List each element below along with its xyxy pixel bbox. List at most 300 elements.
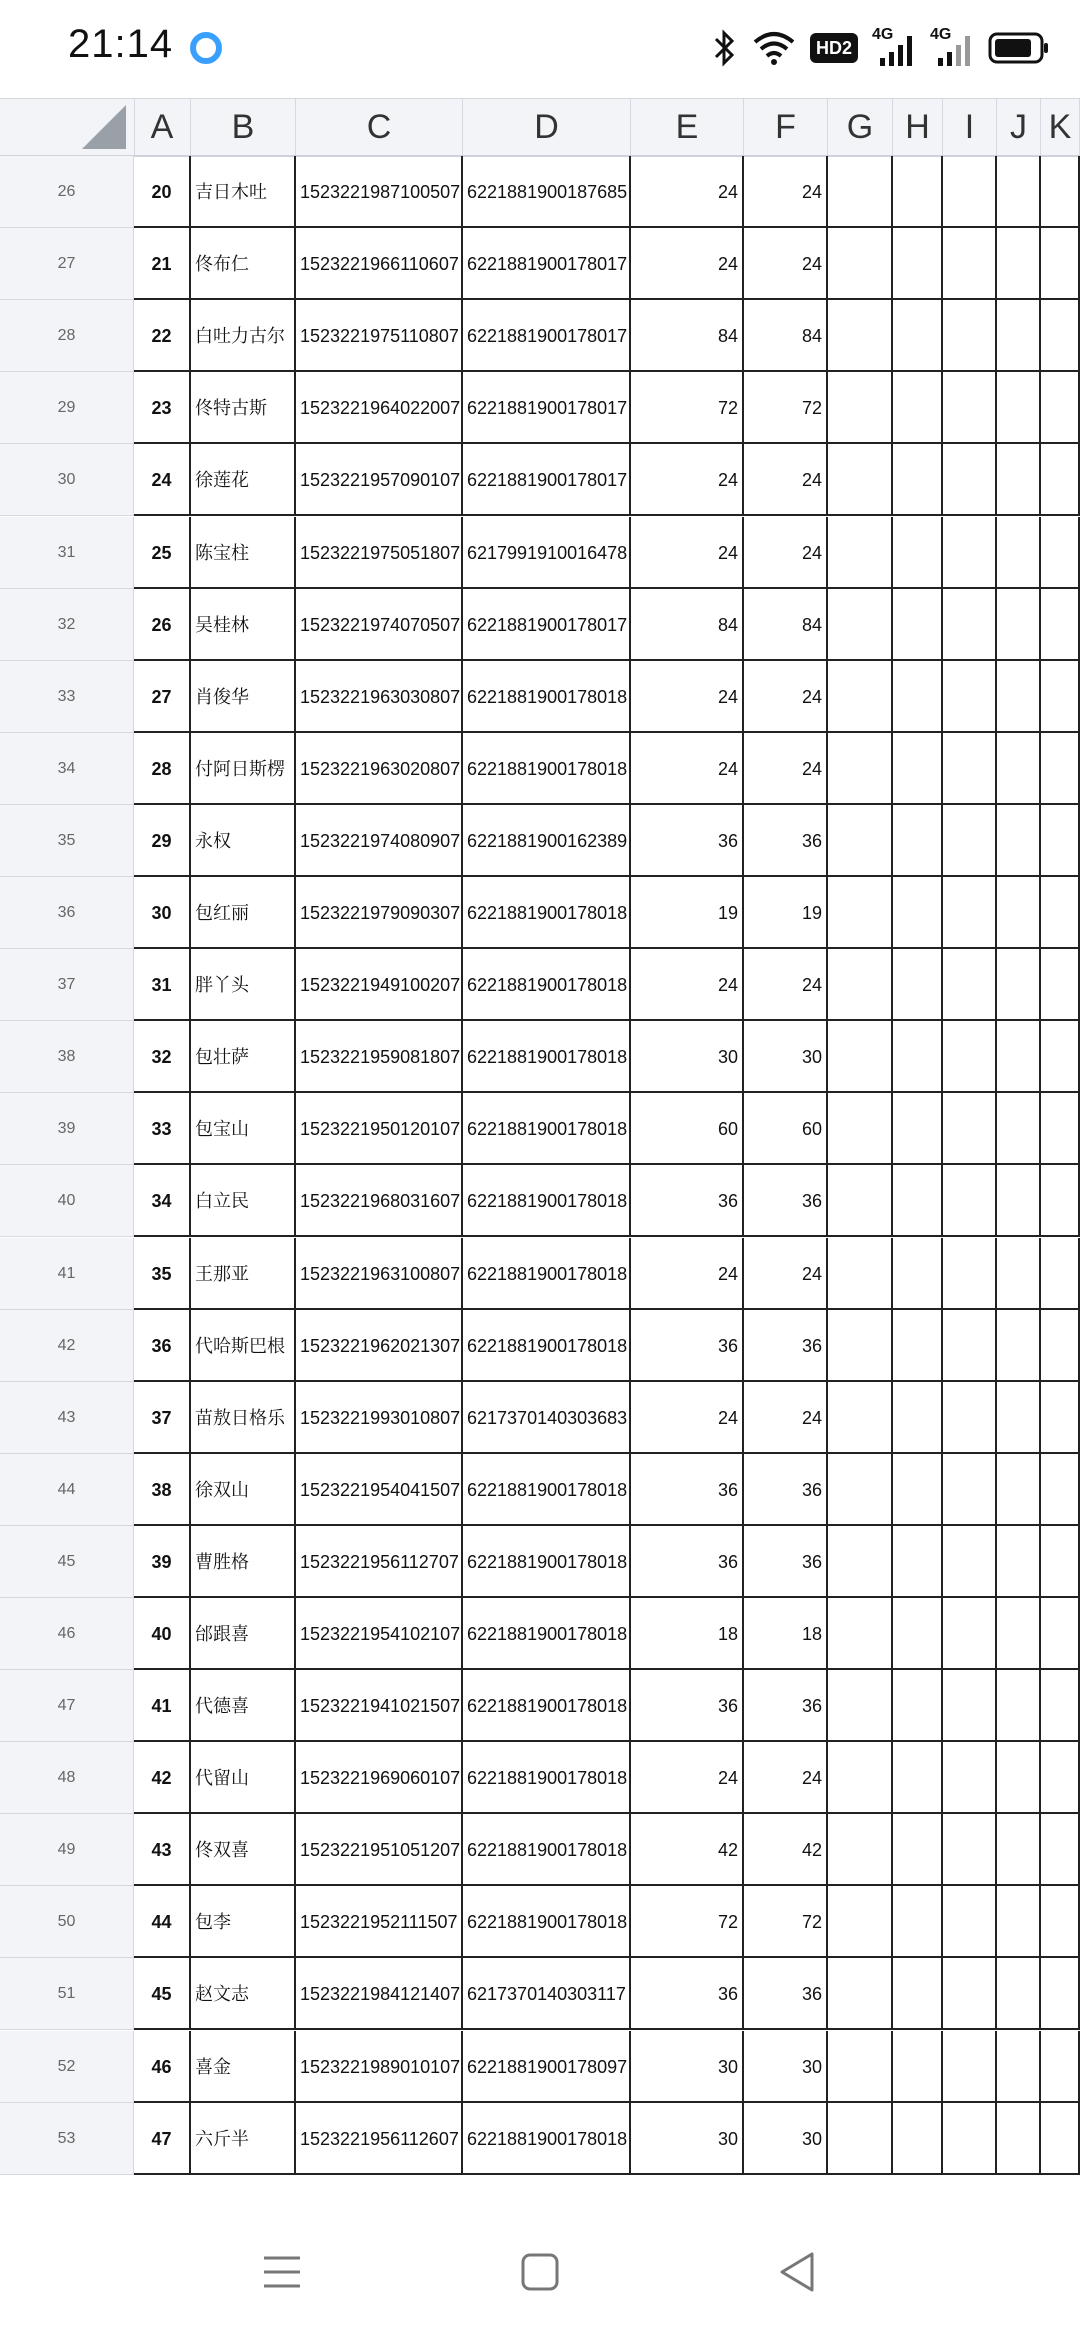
row-number[interactable]: 35 [0,805,134,877]
cell-empty-i[interactable] [943,1165,997,1237]
cell-empty-h[interactable] [893,1165,943,1237]
cell-empty-h[interactable] [893,156,943,228]
cell-empty-h[interactable] [893,1310,943,1382]
cell-empty-g[interactable] [828,444,893,516]
cell-empty-i[interactable] [943,877,997,949]
cell-amount-f[interactable]: 72 [744,372,828,444]
cell-empty-k[interactable] [1041,2031,1080,2103]
cell-empty-g[interactable] [828,2031,893,2103]
cell-amount-f[interactable]: 36 [744,805,828,877]
column-header-e[interactable]: E [631,99,744,155]
cell-id-number[interactable]: 1523221950120107 [296,1093,463,1165]
cell-id-number[interactable]: 1523221987100507 [296,156,463,228]
cell-amount-f[interactable]: 24 [744,517,828,589]
cell-empty-h[interactable] [893,877,943,949]
cell-amount-e[interactable]: 24 [631,1238,744,1310]
cell-empty-h[interactable] [893,228,943,300]
row-number[interactable]: 50 [0,1886,134,1958]
cell-name[interactable]: 佟布仁 [191,228,296,300]
cell-empty-j[interactable] [997,589,1041,661]
row-number[interactable]: 40 [0,1165,134,1237]
cell-empty-i[interactable] [943,949,997,1021]
cell-bank-account[interactable]: 6221881900187685 [463,156,631,228]
cell-amount-f[interactable]: 24 [744,1742,828,1814]
cell-name[interactable]: 代留山 [191,1742,296,1814]
cell-amount-f[interactable]: 36 [744,1526,828,1598]
cell-amount-f[interactable]: 24 [744,1238,828,1310]
cell-bank-account[interactable]: 6221881900178018 [463,1165,631,1237]
cell-amount-f[interactable]: 36 [744,1454,828,1526]
cell-empty-j[interactable] [997,372,1041,444]
cell-amount-f[interactable]: 36 [744,1958,828,2030]
cell-bank-account[interactable]: 6221881900178018 [463,1598,631,1670]
cell-empty-g[interactable] [828,1886,893,1958]
cell-empty-k[interactable] [1041,1958,1080,2030]
cell-name[interactable]: 徐双山 [191,1454,296,1526]
row-number[interactable]: 51 [0,1958,134,2030]
cell-empty-g[interactable] [828,1670,893,1742]
cell-amount-e[interactable]: 36 [631,1958,744,2030]
row-number[interactable]: 39 [0,1093,134,1165]
cell-id-number[interactable]: 1523221979090307 [296,877,463,949]
cell-empty-h[interactable] [893,372,943,444]
cell-empty-g[interactable] [828,661,893,733]
cell-amount-e[interactable]: 24 [631,444,744,516]
cell-empty-g[interactable] [828,877,893,949]
cell-bank-account[interactable]: 6221881900178018 [463,1670,631,1742]
cell-empty-i[interactable] [943,1454,997,1526]
cell-empty-i[interactable] [943,1382,997,1454]
row-number[interactable]: 41 [0,1238,134,1310]
cell-empty-j[interactable] [997,300,1041,372]
cell-empty-j[interactable] [997,1310,1041,1382]
cell-index[interactable]: 47 [134,2103,191,2175]
cell-empty-j[interactable] [997,228,1041,300]
cell-empty-h[interactable] [893,1238,943,1310]
cell-name[interactable]: 喜金 [191,2031,296,2103]
cell-empty-j[interactable] [997,1814,1041,1886]
cell-empty-k[interactable] [1041,1238,1080,1310]
cell-bank-account[interactable]: 6221881900178018 [463,1093,631,1165]
cell-bank-account[interactable]: 6221881900178018 [463,949,631,1021]
cell-bank-account[interactable]: 6221881900162389 [463,805,631,877]
cell-name[interactable]: 永权 [191,805,296,877]
cell-name[interactable]: 包李 [191,1886,296,1958]
row-number[interactable]: 52 [0,2031,134,2103]
cell-index[interactable]: 23 [134,372,191,444]
cell-empty-i[interactable] [943,1814,997,1886]
cell-bank-account[interactable]: 6221881900178018 [463,2103,631,2175]
cell-name[interactable]: 六斤半 [191,2103,296,2175]
cell-empty-i[interactable] [943,444,997,516]
cell-name[interactable]: 佟特古斯 [191,372,296,444]
cell-index[interactable]: 35 [134,1238,191,1310]
cell-bank-account[interactable]: 6221881900178017 [463,372,631,444]
cell-index[interactable]: 37 [134,1382,191,1454]
cell-empty-g[interactable] [828,517,893,589]
cell-empty-h[interactable] [893,805,943,877]
cell-id-number[interactable]: 1523221956112607 [296,2103,463,2175]
cell-empty-g[interactable] [828,1742,893,1814]
row-number[interactable]: 26 [0,156,134,228]
cell-empty-i[interactable] [943,1093,997,1165]
cell-empty-g[interactable] [828,1598,893,1670]
cell-empty-h[interactable] [893,2031,943,2103]
cell-name[interactable]: 陈宝柱 [191,517,296,589]
cell-amount-e[interactable]: 19 [631,877,744,949]
cell-empty-g[interactable] [828,1021,893,1093]
cell-bank-account[interactable]: 6221881900178018 [463,1238,631,1310]
cell-bank-account[interactable]: 6221881900178018 [463,1886,631,1958]
cell-empty-k[interactable] [1041,300,1080,372]
cell-amount-f[interactable]: 84 [744,300,828,372]
cell-id-number[interactable]: 1523221951051207 [296,1814,463,1886]
home-icon[interactable] [510,2242,570,2302]
row-number[interactable]: 38 [0,1021,134,1093]
cell-name[interactable]: 白立民 [191,1165,296,1237]
column-header-g[interactable]: G [828,99,893,155]
cell-amount-f[interactable]: 36 [744,1670,828,1742]
cell-amount-f[interactable]: 60 [744,1093,828,1165]
cell-amount-e[interactable]: 24 [631,228,744,300]
cell-bank-account[interactable]: 6221881900178017 [463,589,631,661]
cell-empty-i[interactable] [943,372,997,444]
cell-empty-g[interactable] [828,805,893,877]
cell-bank-account[interactable]: 6221881900178018 [463,661,631,733]
column-header-h[interactable]: H [893,99,943,155]
cell-amount-f[interactable]: 30 [744,2103,828,2175]
cell-name[interactable]: 苗敖日格乐 [191,1382,296,1454]
column-header-f[interactable]: F [744,99,828,155]
cell-empty-k[interactable] [1041,517,1080,589]
cell-empty-g[interactable] [828,1382,893,1454]
cell-index[interactable]: 29 [134,805,191,877]
cell-amount-e[interactable]: 84 [631,300,744,372]
row-number[interactable]: 31 [0,517,134,589]
cell-empty-j[interactable] [997,1238,1041,1310]
row-number[interactable]: 45 [0,1526,134,1598]
cell-id-number[interactable]: 1523221975051807 [296,517,463,589]
cell-empty-h[interactable] [893,1382,943,1454]
cell-id-number[interactable]: 1523221962021307 [296,1310,463,1382]
cell-amount-e[interactable]: 36 [631,1670,744,1742]
cell-empty-k[interactable] [1041,805,1080,877]
cell-index[interactable]: 40 [134,1598,191,1670]
cell-bank-account[interactable]: 6221881900178097 [463,2031,631,2103]
cell-empty-h[interactable] [893,300,943,372]
cell-empty-i[interactable] [943,1310,997,1382]
cell-id-number[interactable]: 1523221957090107 [296,444,463,516]
row-number[interactable]: 33 [0,661,134,733]
cell-empty-j[interactable] [997,517,1041,589]
row-number[interactable]: 53 [0,2103,134,2175]
cell-empty-h[interactable] [893,1526,943,1598]
row-number[interactable]: 46 [0,1598,134,1670]
cell-amount-e[interactable]: 36 [631,1454,744,1526]
cell-amount-e[interactable]: 60 [631,1093,744,1165]
cell-empty-j[interactable] [997,1021,1041,1093]
cell-name[interactable]: 佟双喜 [191,1814,296,1886]
cell-id-number[interactable]: 1523221993010807 [296,1382,463,1454]
cell-index[interactable]: 30 [134,877,191,949]
cell-empty-j[interactable] [997,444,1041,516]
cell-empty-i[interactable] [943,1958,997,2030]
cell-name[interactable]: 包宝山 [191,1093,296,1165]
cell-amount-f[interactable]: 84 [744,589,828,661]
cell-index[interactable]: 24 [134,444,191,516]
cell-id-number[interactable]: 1523221969060107 [296,1742,463,1814]
cell-empty-i[interactable] [943,517,997,589]
cell-empty-k[interactable] [1041,733,1080,805]
cell-empty-g[interactable] [828,2103,893,2175]
row-number[interactable]: 34 [0,733,134,805]
cell-empty-g[interactable] [828,1093,893,1165]
cell-empty-i[interactable] [943,1021,997,1093]
cell-bank-account[interactable]: 6221881900178018 [463,733,631,805]
cell-bank-account[interactable]: 6217370140303683 [463,1382,631,1454]
cell-amount-f[interactable]: 24 [744,1382,828,1454]
cell-empty-j[interactable] [997,156,1041,228]
cell-empty-k[interactable] [1041,1886,1080,1958]
cell-name[interactable]: 代哈斯巴根 [191,1310,296,1382]
cell-bank-account[interactable]: 6221881900178018 [463,1454,631,1526]
cell-empty-h[interactable] [893,1093,943,1165]
cell-amount-f[interactable]: 24 [744,661,828,733]
row-number[interactable]: 29 [0,372,134,444]
cell-name[interactable]: 胖丫头 [191,949,296,1021]
cell-name[interactable]: 吉日木吐 [191,156,296,228]
row-number[interactable]: 49 [0,1814,134,1886]
cell-empty-j[interactable] [997,733,1041,805]
cell-empty-i[interactable] [943,661,997,733]
cell-id-number[interactable]: 1523221952111507 [296,1886,463,1958]
cell-empty-g[interactable] [828,949,893,1021]
cell-empty-j[interactable] [997,1598,1041,1670]
cell-empty-g[interactable] [828,1310,893,1382]
cell-bank-account[interactable]: 6221881900178018 [463,1742,631,1814]
cell-amount-f[interactable]: 30 [744,1021,828,1093]
cell-amount-e[interactable]: 24 [631,1742,744,1814]
cell-bank-account[interactable]: 6217370140303117 [463,1958,631,2030]
cell-name[interactable]: 王那亚 [191,1238,296,1310]
cell-amount-f[interactable]: 30 [744,2031,828,2103]
cell-empty-g[interactable] [828,589,893,661]
cell-amount-e[interactable]: 36 [631,1310,744,1382]
cell-id-number[interactable]: 1523221949100207 [296,949,463,1021]
column-header-c[interactable]: C [296,99,463,155]
cell-id-number[interactable]: 1523221963020807 [296,733,463,805]
cell-empty-k[interactable] [1041,2103,1080,2175]
cell-empty-k[interactable] [1041,1021,1080,1093]
cell-amount-f[interactable]: 18 [744,1598,828,1670]
cell-id-number[interactable]: 1523221956112707 [296,1526,463,1598]
cell-amount-e[interactable]: 24 [631,1382,744,1454]
menu-icon[interactable] [252,2242,312,2302]
cell-empty-j[interactable] [997,1742,1041,1814]
cell-index[interactable]: 46 [134,2031,191,2103]
cell-empty-i[interactable] [943,589,997,661]
cell-id-number[interactable]: 1523221974080907 [296,805,463,877]
cell-empty-k[interactable] [1041,1382,1080,1454]
cell-empty-k[interactable] [1041,1310,1080,1382]
cell-amount-e[interactable]: 36 [631,1526,744,1598]
cell-bank-account[interactable]: 6221881900178018 [463,1526,631,1598]
cell-empty-j[interactable] [997,1958,1041,2030]
cell-empty-g[interactable] [828,1454,893,1526]
row-number[interactable]: 42 [0,1310,134,1382]
cell-name[interactable]: 邰跟喜 [191,1598,296,1670]
cell-index[interactable]: 36 [134,1310,191,1382]
cell-empty-h[interactable] [893,1814,943,1886]
cell-id-number[interactable]: 1523221968031607 [296,1165,463,1237]
column-header-d[interactable]: D [463,99,631,155]
cell-index[interactable]: 21 [134,228,191,300]
cell-index[interactable]: 39 [134,1526,191,1598]
cell-index[interactable]: 43 [134,1814,191,1886]
cell-empty-j[interactable] [997,1165,1041,1237]
cell-empty-i[interactable] [943,300,997,372]
cell-empty-g[interactable] [828,1526,893,1598]
cell-name[interactable]: 付阿日斯楞 [191,733,296,805]
cell-empty-h[interactable] [893,1670,943,1742]
column-header-k[interactable]: K [1041,99,1080,155]
cell-empty-g[interactable] [828,300,893,372]
cell-amount-f[interactable]: 42 [744,1814,828,1886]
cell-empty-i[interactable] [943,1742,997,1814]
cell-empty-g[interactable] [828,1814,893,1886]
cell-name[interactable]: 白吐力古尔 [191,300,296,372]
cell-empty-i[interactable] [943,1238,997,1310]
cell-empty-j[interactable] [997,1526,1041,1598]
cell-empty-h[interactable] [893,1886,943,1958]
cell-empty-k[interactable] [1041,1742,1080,1814]
cell-amount-e[interactable]: 84 [631,589,744,661]
cell-empty-g[interactable] [828,1958,893,2030]
cell-name[interactable]: 肖俊华 [191,661,296,733]
cell-id-number[interactable]: 1523221966110607 [296,228,463,300]
cell-empty-k[interactable] [1041,1814,1080,1886]
cell-empty-i[interactable] [943,733,997,805]
cell-empty-i[interactable] [943,1670,997,1742]
cell-empty-k[interactable] [1041,1670,1080,1742]
cell-empty-g[interactable] [828,1238,893,1310]
cell-amount-f[interactable]: 19 [744,877,828,949]
row-number[interactable]: 32 [0,589,134,661]
cell-amount-e[interactable]: 24 [631,949,744,1021]
cell-index[interactable]: 45 [134,1958,191,2030]
cell-id-number[interactable]: 1523221954102107 [296,1598,463,1670]
cell-index[interactable]: 20 [134,156,191,228]
cell-index[interactable]: 34 [134,1165,191,1237]
cell-empty-h[interactable] [893,1454,943,1526]
back-icon[interactable] [768,2242,828,2302]
cell-empty-h[interactable] [893,589,943,661]
row-number[interactable]: 43 [0,1382,134,1454]
cell-empty-h[interactable] [893,444,943,516]
cell-empty-j[interactable] [997,2103,1041,2175]
cell-id-number[interactable]: 1523221989010107 [296,2031,463,2103]
cell-name[interactable]: 包红丽 [191,877,296,949]
row-number[interactable]: 44 [0,1454,134,1526]
cell-empty-g[interactable] [828,228,893,300]
cell-index[interactable]: 26 [134,589,191,661]
cell-amount-e[interactable]: 30 [631,2103,744,2175]
cell-id-number[interactable]: 1523221954041507 [296,1454,463,1526]
cell-name[interactable]: 吴桂林 [191,589,296,661]
row-number[interactable]: 28 [0,300,134,372]
cell-empty-h[interactable] [893,1958,943,2030]
cell-amount-f[interactable]: 24 [744,949,828,1021]
cell-amount-f[interactable]: 72 [744,1886,828,1958]
cell-empty-i[interactable] [943,805,997,877]
cell-index[interactable]: 38 [134,1454,191,1526]
cell-empty-g[interactable] [828,156,893,228]
cell-empty-k[interactable] [1041,949,1080,1021]
cell-index[interactable]: 27 [134,661,191,733]
cell-amount-e[interactable]: 42 [631,1814,744,1886]
cell-empty-k[interactable] [1041,156,1080,228]
cell-index[interactable]: 33 [134,1093,191,1165]
row-number[interactable]: 27 [0,228,134,300]
cell-empty-k[interactable] [1041,1526,1080,1598]
cell-amount-f[interactable]: 36 [744,1165,828,1237]
cell-amount-e[interactable]: 72 [631,372,744,444]
cell-amount-f[interactable]: 36 [744,1310,828,1382]
cell-empty-i[interactable] [943,2103,997,2175]
cell-empty-k[interactable] [1041,1598,1080,1670]
cell-index[interactable]: 22 [134,300,191,372]
spreadsheet[interactable] [0,98,1080,2204]
cell-bank-account[interactable]: 6221881900178018 [463,1021,631,1093]
cell-amount-e[interactable]: 30 [631,2031,744,2103]
cell-empty-j[interactable] [997,2031,1041,2103]
cell-id-number[interactable]: 1523221974070507 [296,589,463,661]
cell-amount-e[interactable]: 24 [631,156,744,228]
cell-empty-k[interactable] [1041,661,1080,733]
row-number[interactable]: 30 [0,444,134,516]
cell-empty-j[interactable] [997,661,1041,733]
cell-id-number[interactable]: 1523221975110807 [296,300,463,372]
cell-empty-i[interactable] [943,1598,997,1670]
cell-empty-i[interactable] [943,228,997,300]
cell-amount-e[interactable]: 24 [631,517,744,589]
cell-amount-f[interactable]: 24 [744,156,828,228]
cell-amount-e[interactable]: 36 [631,805,744,877]
cell-amount-e[interactable]: 18 [631,1598,744,1670]
cell-amount-e[interactable]: 36 [631,1165,744,1237]
cell-bank-account[interactable]: 6217991910016478 [463,517,631,589]
column-header-b[interactable]: B [191,99,296,155]
cell-empty-i[interactable] [943,1526,997,1598]
cell-id-number[interactable]: 1523221963100807 [296,1238,463,1310]
cell-empty-i[interactable] [943,1886,997,1958]
cell-name[interactable]: 赵文志 [191,1958,296,2030]
cell-empty-k[interactable] [1041,589,1080,661]
cell-bank-account[interactable]: 6221881900178018 [463,877,631,949]
cell-bank-account[interactable]: 6221881900178017 [463,444,631,516]
row-number[interactable]: 36 [0,877,134,949]
column-header-i[interactable]: I [943,99,997,155]
cell-empty-j[interactable] [997,1670,1041,1742]
cell-empty-j[interactable] [997,805,1041,877]
cell-empty-h[interactable] [893,1742,943,1814]
cell-empty-j[interactable] [997,1093,1041,1165]
cell-empty-j[interactable] [997,1454,1041,1526]
cell-amount-e[interactable]: 24 [631,661,744,733]
cell-empty-h[interactable] [893,2103,943,2175]
cell-bank-account[interactable]: 6221881900178018 [463,1310,631,1382]
cell-amount-f[interactable]: 24 [744,228,828,300]
